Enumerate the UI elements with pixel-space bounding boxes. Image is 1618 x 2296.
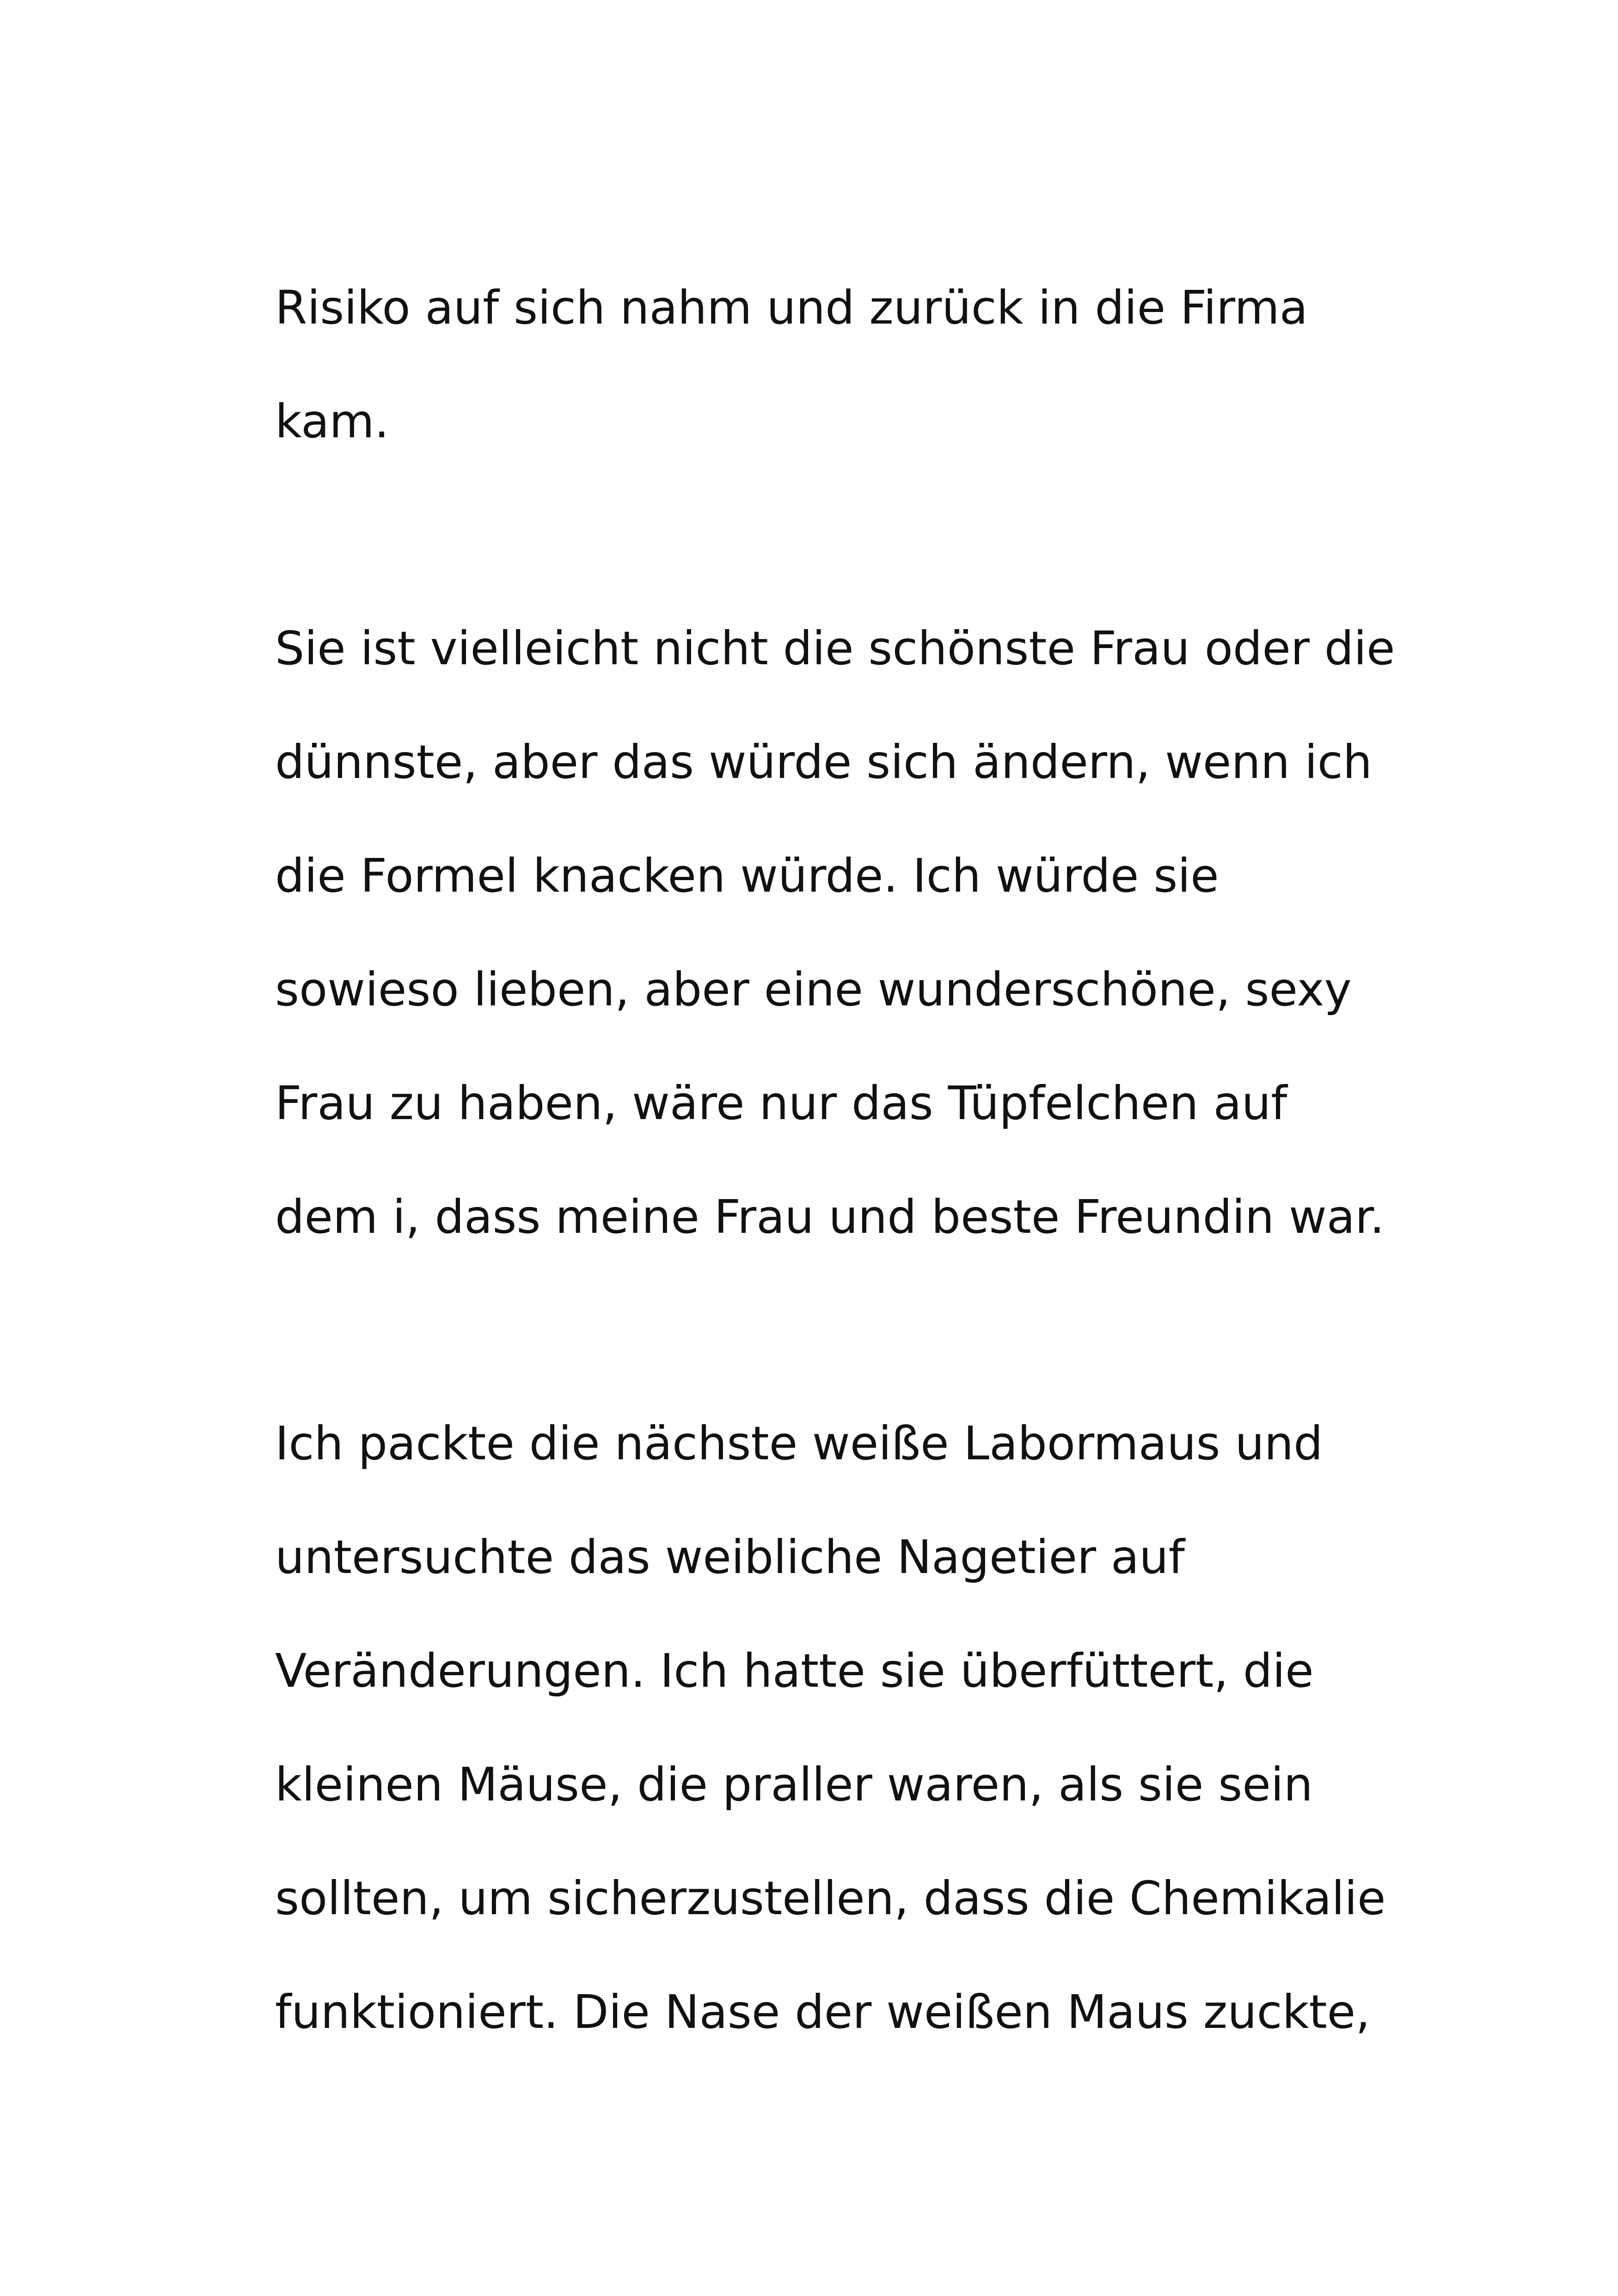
paragraph xyxy=(275,592,1431,1274)
text-line: sollten, um sicherzustellen, dass die Chemikalie xyxy=(275,1871,1386,1925)
text-line: Frau zu haben, wäre nur das Tüpfelchen auf xyxy=(275,1076,1287,1130)
text-line: Sie ist vielleicht nicht die schönste Frau oder die xyxy=(275,621,1395,675)
text-line: Ich packte die nächste weiße Labormaus und xyxy=(275,1416,1323,1470)
paragraph xyxy=(275,1387,1431,2069)
text-line: die Formel knacken würde. Ich würde sie xyxy=(275,849,1219,903)
text-line: Veränderungen. Ich hatte sie überfüttert, die xyxy=(275,1644,1314,1698)
text-line: dünnste, aber das würde sich ändern, wenn ich xyxy=(275,735,1373,789)
text-line: untersuchte das weibliche Nagetier auf xyxy=(275,1530,1185,1584)
text-line: kleinen Mäuse, die praller waren, als sie sein xyxy=(275,1757,1313,1812)
paragraph xyxy=(275,251,1431,478)
text-line: dem i, dass meine Frau und beste Freundin war. xyxy=(275,1190,1385,1244)
text-line: funktioniert. Die Nase der weißen Maus zuckte, xyxy=(275,1985,1370,2039)
text-line: Risiko auf sich nahm und zurück in die Firma xyxy=(275,281,1308,335)
text-line: sowieso lieben, aber eine wunderschöne, sexy xyxy=(275,962,1352,1016)
text-line: kam. xyxy=(275,394,389,448)
